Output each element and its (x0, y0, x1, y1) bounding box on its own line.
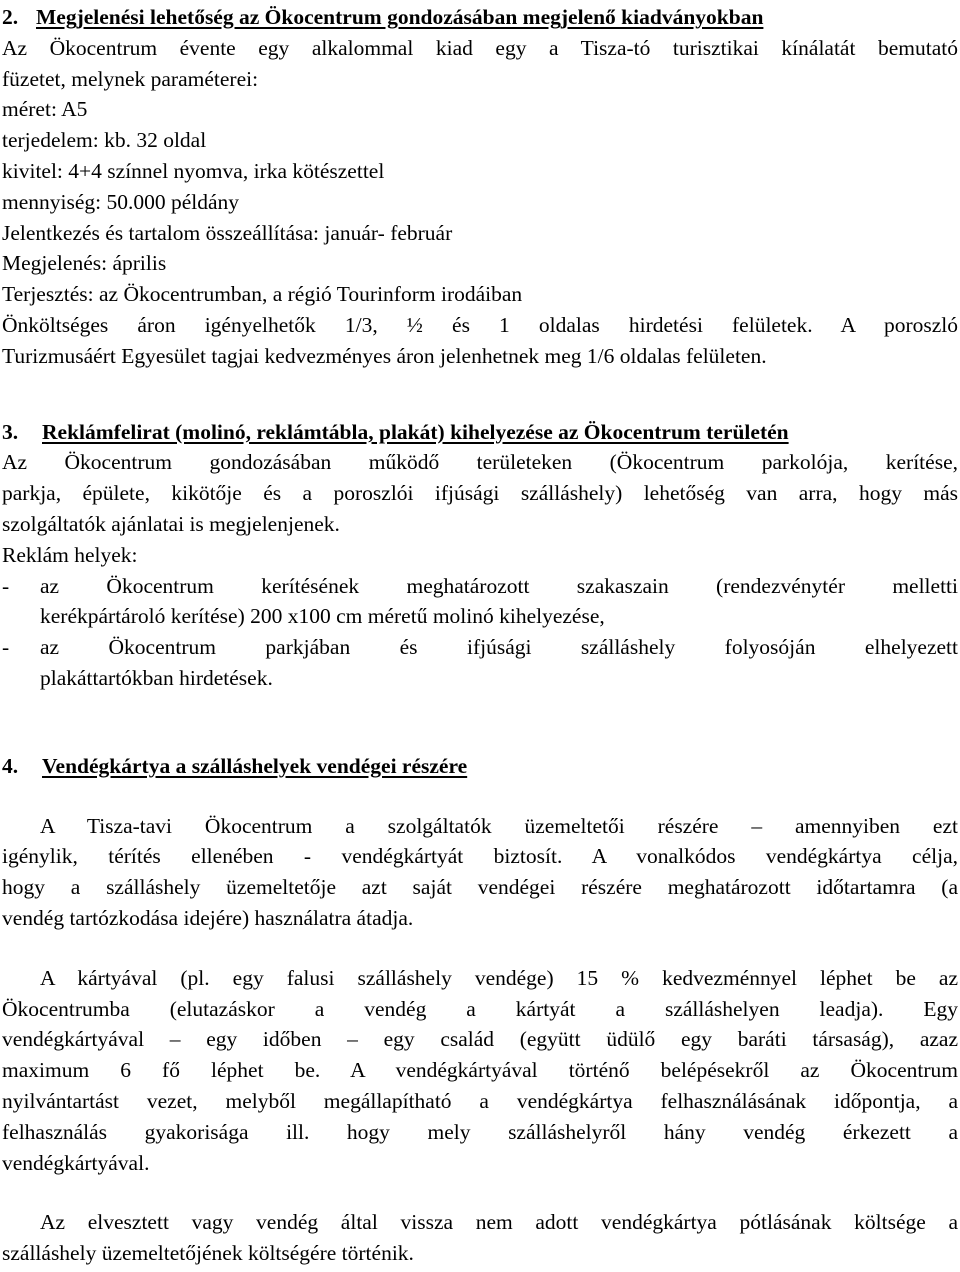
section-2-number: 2. (2, 5, 19, 29)
list-item-1-line-2: kerékpártároló kerítése) 200 x100 cm méretű molinó kihelyezése, (40, 604, 605, 629)
section-2-title: Megjelenési lehetőség az Ökocentrum gondozásában megjelenő kiadványokban (36, 5, 764, 29)
section-4-paragraph-1 (2, 811, 958, 934)
list-dash: - (2, 635, 10, 660)
section-2-intro-line-1: Az Ökocentrum évente egy alkalommal kiad egy a Tisza-tó turisztikai kínálatát bemutató (2, 35, 958, 60)
section-4-paragraph-2 (2, 963, 958, 1179)
list-dash: - (2, 573, 10, 598)
section-4-number: 4. (2, 753, 19, 778)
section-3-number: 3. (2, 419, 19, 444)
list-item-2-line-1: az Ökocentrum parkjában és ifjúsági szálláshely folyosóján elhelyezett (40, 635, 958, 660)
section-3-body-line-3: szolgáltatók ajánlatai is megjelenjenek. (2, 511, 340, 536)
section-4-title: Vendégkártya a szálláshelyek vendégei részére (42, 753, 468, 778)
section-4 (2, 751, 958, 1269)
param-publication: Megjelenés: április (2, 251, 167, 276)
section-3 (2, 417, 958, 694)
param-quantity: mennyiség: 50.000 példány (2, 189, 240, 214)
section-4-p2-line-3: vendégkártyával – egy időben – egy család (együtt üdülő egy baráti társaság), azaz (2, 1027, 958, 1052)
list-item (2, 632, 958, 694)
param-application: Jelentkezés és tartalom összeállítása: január- február (2, 220, 453, 245)
section-2-intro-line-2: füzetet, melynek paraméterei: (2, 66, 259, 91)
section-4-p1-line-3: hogy a szálláshely üzemeltetője azt saját vendégei részére meghatározott időtartamra (a (2, 875, 958, 900)
section-4-p2-line-2: Ökocentrumba (elutazáskor a vendég a kártyát a szálláshelyen leadja). Egy (2, 996, 958, 1021)
section-4-p3-line-2: szálláshely üzemeltetőjének költségére történik. (2, 1241, 414, 1266)
section-2-price-line-2: Turizmusáért Egyesület tagjai kedvezményes áron jelenhetnek meg 1/6 oldalas felületen. (2, 343, 767, 368)
param-length: terjedelem: kb. 32 oldal (2, 128, 207, 153)
param-print: kivitel: 4+4 színnel nyomva, irka kötészettel (2, 158, 385, 183)
section-3-body-line-1: Az Ökocentrum gondozásában működő területeken (Ökocentrum parkolója, kerítése, (2, 450, 958, 475)
section-4-heading (2, 751, 958, 782)
section-3-heading (2, 417, 958, 448)
section-3-body-line-2: parkja, épülete, kikötője és a poroszlói ifjúsági szálláshely) lehetőség van arra, hogy más (2, 481, 958, 506)
section-2 (2, 0, 958, 372)
section-4-p1-line-4: vendég tartózkodása idejére) használatra átadja. (2, 905, 414, 930)
list-item (2, 571, 958, 633)
section-2-heading (2, 2, 958, 33)
list-item-1-line-1: az Ökocentrum kerítésének meghatározott szakaszain (rendezvénytér melletti (40, 573, 958, 598)
section-4-p1-line-2: igénylik, térítés ellenében - vendégkártyát biztosít. A vonalkódos vendégkártya célja, (2, 844, 958, 869)
section-3-places-label: Reklám helyek: (2, 542, 138, 567)
list-item-2-line-2: plakáttartókban hirdetések. (40, 665, 273, 690)
section-4-p1-line-1: A Tisza-tavi Ökocentrum a szolgáltatók üzemeltetői részére – amennyiben ezt (40, 813, 958, 838)
section-4-p2-line-1: A kártyával (pl. egy falusi szálláshely vendége) 15 % kedvezménnyel léphet be az (40, 965, 958, 990)
section-2-price-line-1: Önköltséges áron igényelhetők 1/3, ½ és 1 oldalas hirdetési felületek. A poroszló (2, 312, 958, 337)
param-size: méret: A5 (2, 97, 88, 122)
section-3-title: Reklámfelirat (molinó, reklámtábla, plakát) kihelyezése az Ökocentrum területén (42, 419, 789, 444)
param-distribution: Terjesztés: az Ökocentrumban, a régió Tourinform irodáiban (2, 282, 523, 307)
section-4-p2-line-5: nyilvántartást vezet, melyből megállapítható a vendégkártya felhasználásának időpontja, a (2, 1088, 958, 1113)
section-4-p3-line-1: Az elvesztett vagy vendég által vissza nem adott vendégkártya pótlásának költsége a (40, 1210, 958, 1235)
section-4-paragraph-3 (2, 1207, 958, 1269)
section-4-p2-line-6: felhasználás gyakorisága ill. hogy mely szálláshelyről hány vendég érkezett a (2, 1119, 958, 1144)
section-4-p2-line-4: maximum 6 fő léphet be. A vendégkártyával történő belépésekről az Ökocentrum (2, 1058, 958, 1083)
section-4-p2-line-7: vendégkártyával. (2, 1150, 150, 1175)
